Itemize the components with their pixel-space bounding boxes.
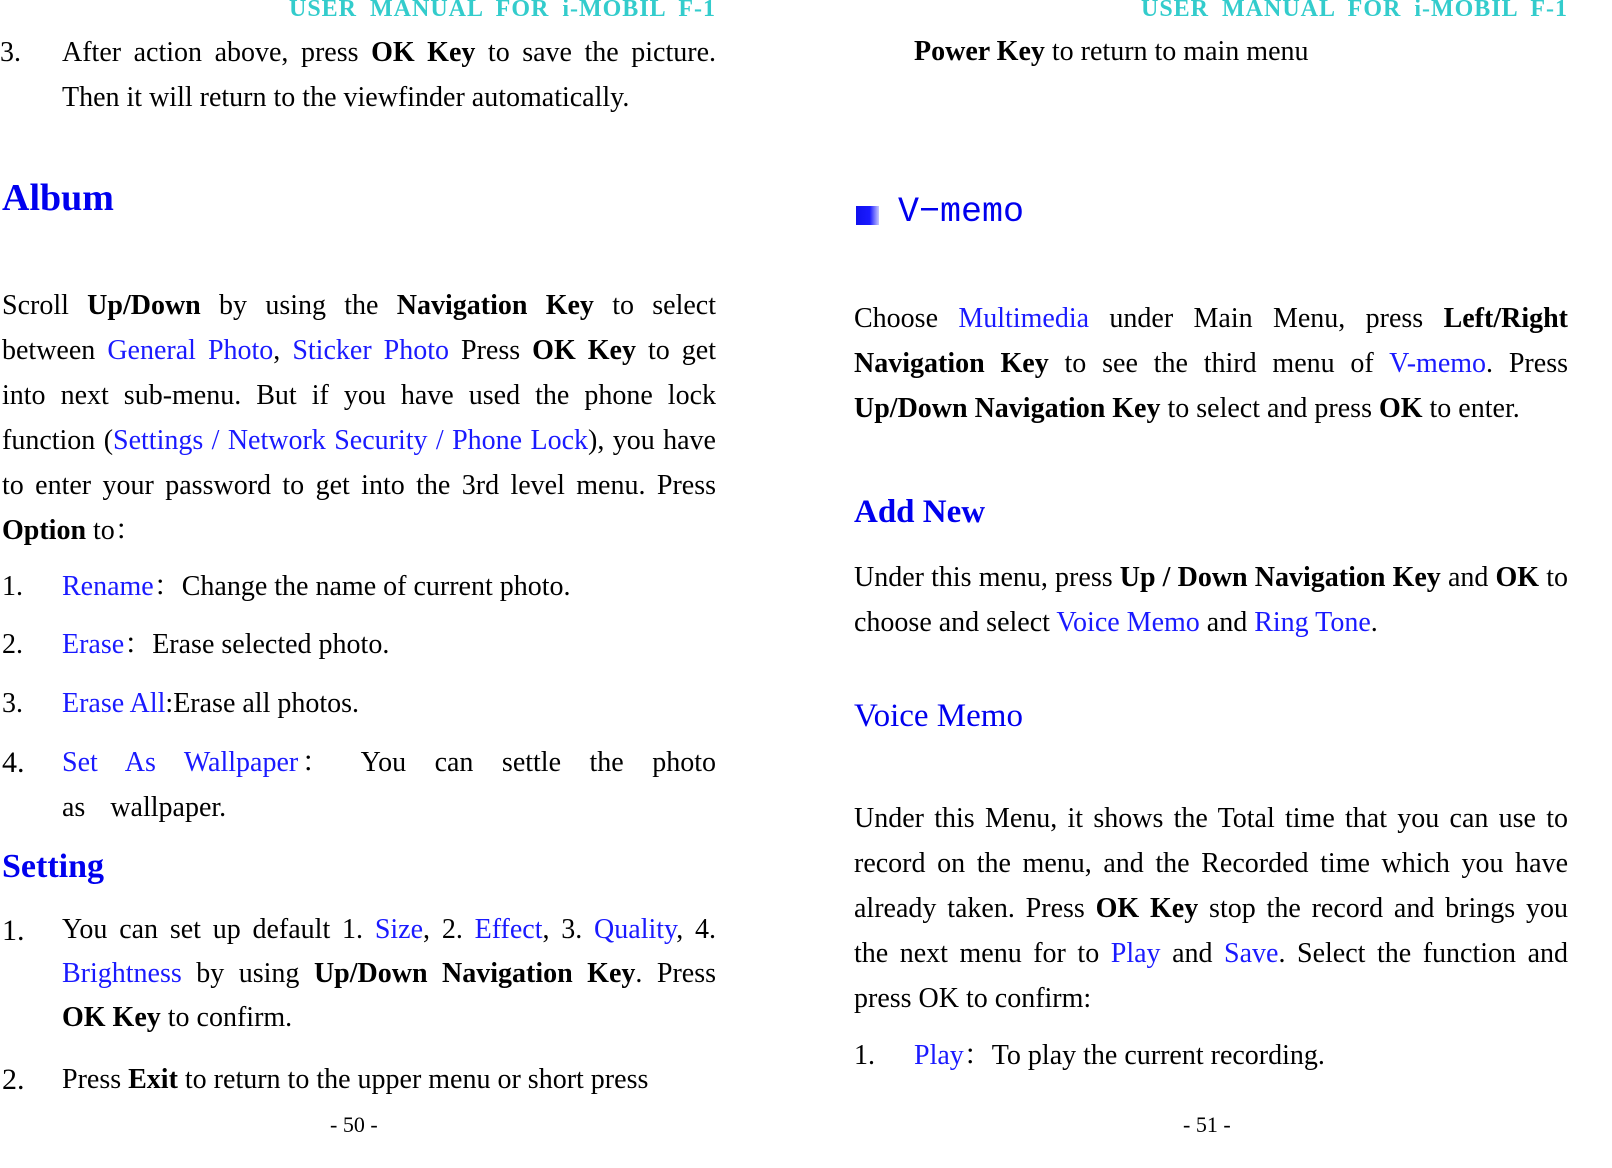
bold-term: Exit <box>128 1064 178 1095</box>
menu-term: Rename <box>62 571 154 602</box>
text-run: You can set up default 1. <box>62 914 375 945</box>
step-number: 3. <box>0 37 21 68</box>
option-number: 2. <box>2 629 23 660</box>
menu-term: V-memo <box>1389 348 1487 379</box>
setting-number: 2. <box>2 1063 25 1096</box>
text-run: . Press <box>635 958 716 989</box>
page-number-left: - 50 - <box>330 1112 378 1137</box>
text-run: , 4. <box>676 914 716 945</box>
menu-term: Play <box>914 1040 964 1071</box>
menu-term: Erase All <box>62 688 166 719</box>
text-run: Under this Menu, it shows the Total time that you can use to record on the menu, and the Recorded time which you have already taken. Press <box>854 803 1568 924</box>
text-run: ： You can settle the photo as wallpaper. <box>62 747 717 823</box>
text-run: and <box>1160 938 1225 969</box>
text-run: to： <box>86 515 143 546</box>
option-erase-all <box>62 681 716 726</box>
running-header-left: USER MANUAL FOR i-MOBIL F-1 <box>288 0 716 22</box>
text-run: and <box>1199 607 1255 638</box>
menu-term: Multimedia <box>958 303 1090 334</box>
bold-term: OK Key <box>532 335 636 366</box>
bold-term: Option <box>2 515 87 546</box>
option-rename <box>62 564 716 609</box>
text-run: to get into next sub-menu. But if you have used the phone lock function ( <box>2 335 716 456</box>
text-run: by using <box>181 958 314 989</box>
continuation-text <box>914 29 1309 74</box>
menu-term: Voice Memo <box>1056 607 1200 638</box>
menu-term: General Photo <box>107 335 274 366</box>
album-heading: Album <box>2 177 114 219</box>
text-run: Scroll <box>2 290 88 321</box>
text-run: :Erase all photos. <box>165 688 360 719</box>
menu-term: Size <box>374 914 424 945</box>
text-run: Choose <box>854 303 959 334</box>
menu-term: Sticker Photo <box>292 335 450 366</box>
text-run: to return to the upper menu or short press <box>177 1064 649 1095</box>
menu-term: Settings / Network Security / Phone Lock <box>113 425 589 456</box>
bold-term: OK Key <box>62 1002 161 1033</box>
text-run: . Select the function and press OK to confirm: <box>854 938 1568 1014</box>
text-run: to enter. <box>1422 393 1520 424</box>
menu-term: Ring Tone <box>1254 607 1371 638</box>
text-run: ：Change the name of current photo. <box>153 571 571 602</box>
setting-heading: Setting <box>2 848 104 885</box>
play-number: 1. <box>854 1040 875 1071</box>
bold-term: Power Key <box>914 36 1045 67</box>
text-run: to confirm. <box>160 1002 293 1033</box>
text-run: After action above, press <box>62 37 372 68</box>
menu-term: Set As Wallpaper <box>62 747 299 778</box>
text-run: , 3. <box>542 914 595 945</box>
page-number-right: - 51 - <box>1183 1112 1231 1137</box>
setting-item-1 <box>62 908 716 1040</box>
text-run: . Press <box>1486 348 1568 379</box>
text-run: ), you have to enter your password to get into the 3rd level menu. Press <box>2 425 716 501</box>
bold-term: OK Key <box>371 37 476 68</box>
menu-term: Save <box>1224 938 1279 969</box>
menu-term: Play <box>1110 938 1161 969</box>
setting-number: 1. <box>2 914 25 947</box>
bold-term: OK <box>1495 562 1540 593</box>
text-run: to save the picture. Then it will return to the viewfinder automatically. <box>62 37 717 113</box>
text-run: . <box>1370 607 1378 638</box>
text-run: ：To play the current recording. <box>963 1040 1325 1071</box>
text-run: and <box>1440 562 1496 593</box>
play-item <box>914 1033 1568 1078</box>
square-bullet-icon <box>856 206 879 225</box>
text-run: Press <box>62 1064 129 1095</box>
option-set-wallpaper <box>62 740 716 830</box>
step-text <box>62 30 716 120</box>
bold-term: Up/Down <box>87 290 201 321</box>
menu-term: Quality <box>594 914 677 945</box>
text-run: Under this menu, press <box>854 562 1120 593</box>
voice-memo-heading: Voice Memo <box>854 698 1023 734</box>
text-run: to return to main menu <box>1044 36 1309 67</box>
bold-term: Up/Down Navigation Key <box>313 958 636 989</box>
text-run: , <box>273 335 293 366</box>
bold-term: OK <box>1378 393 1423 424</box>
text-run: by using the <box>200 290 397 321</box>
menu-term: Effect <box>474 914 543 945</box>
menu-term: Erase <box>62 629 125 660</box>
add-new-paragraph <box>854 555 1568 645</box>
text-run: to choose and select <box>854 562 1568 638</box>
voice-memo-paragraph <box>854 796 1568 1021</box>
option-number: 3. <box>2 688 23 719</box>
vmemo-paragraph <box>854 296 1568 431</box>
text-run: , 2. <box>423 914 475 945</box>
text-run: to see the third menu of <box>1048 348 1390 379</box>
setting-item-2 <box>62 1057 716 1102</box>
text-run: to select between <box>2 290 716 366</box>
running-header-right: USER MANUAL FOR i-MOBIL F-1 <box>1140 0 1568 22</box>
add-new-heading: Add New <box>854 494 986 530</box>
text-run: stop the record and brings you the next menu for to <box>854 893 1568 969</box>
bold-term: Up/Down Navigation Key <box>854 393 1161 424</box>
text-run: ：Erase selected photo. <box>124 629 390 660</box>
bold-term: Navigation Key <box>396 290 594 321</box>
text-run: under Main Menu, press <box>1089 303 1444 334</box>
option-number: 1. <box>2 571 23 602</box>
text-run: to select and press <box>1160 393 1379 424</box>
album-paragraph <box>2 283 716 553</box>
option-erase <box>62 622 716 667</box>
bold-term: Up / Down Navigation Key <box>1119 562 1441 593</box>
menu-term: Brightness <box>62 958 182 989</box>
bold-term: Left/Right Navigation Key <box>854 303 1569 379</box>
vmemo-heading: V−memo <box>898 192 1025 232</box>
option-number: 4. <box>2 746 25 779</box>
text-run: Press <box>449 335 533 366</box>
bold-term: OK Key <box>1095 893 1199 924</box>
